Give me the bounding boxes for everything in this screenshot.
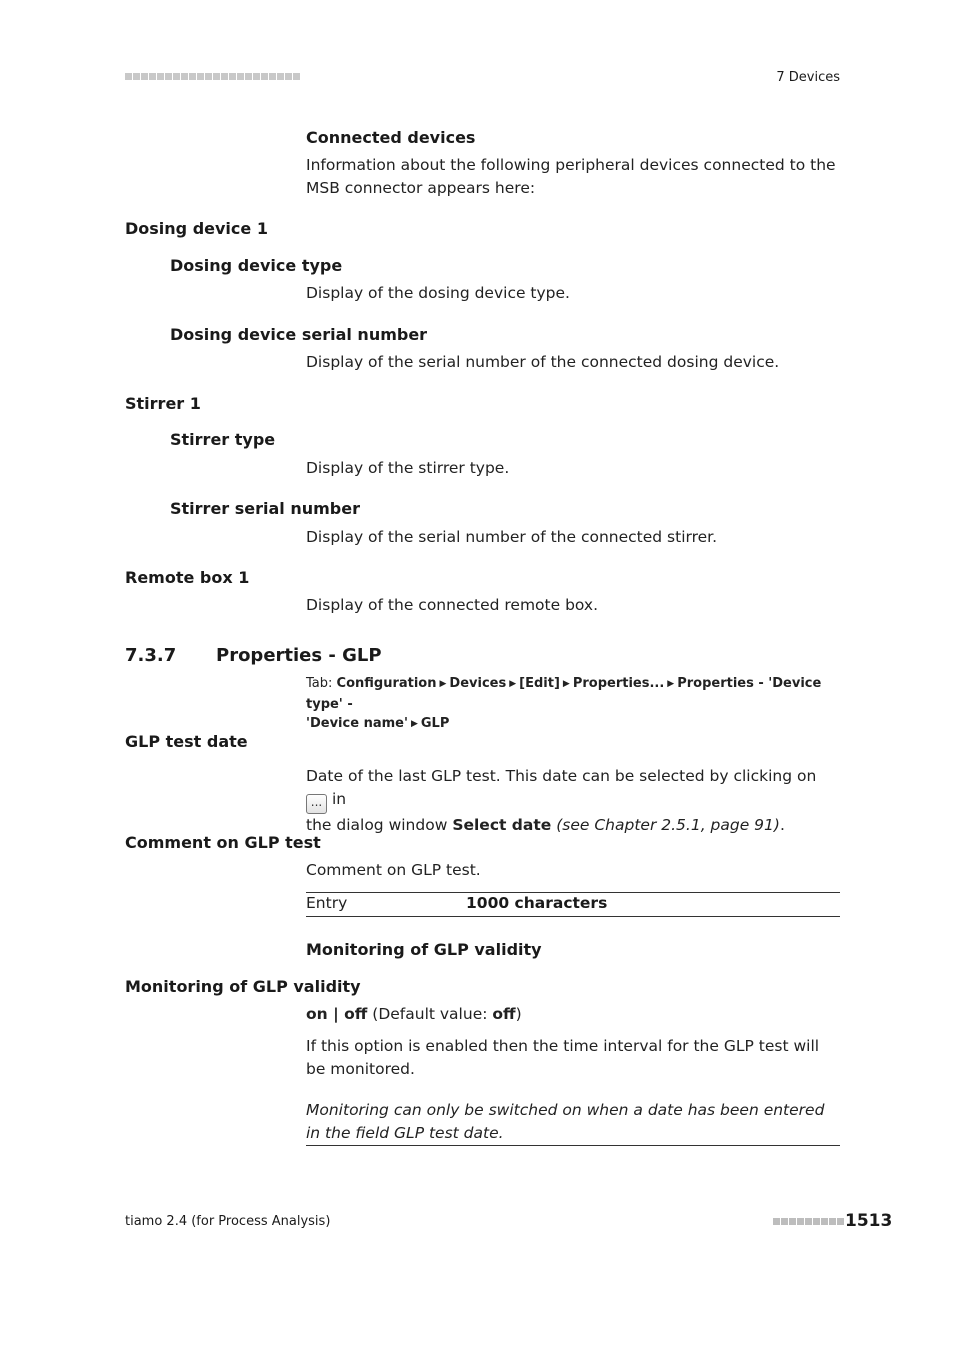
- default-value: off: [492, 1005, 516, 1023]
- header-decoration: [125, 73, 300, 80]
- glp-test-date-text-line2: the dialog window: [306, 816, 448, 834]
- table-top-rule: [306, 892, 840, 893]
- tab-path-line-2: [306, 714, 846, 735]
- tab-path-item: Devices: [449, 676, 507, 691]
- stirrer-serial-text: Display of the serial number of the connected stirrer.: [306, 528, 718, 546]
- header-chapter: 7 Devices: [776, 70, 840, 85]
- glp-test-date-title: GLP test date: [125, 732, 248, 751]
- connected-devices-text: Information about the following peripheral devices connected to the MSB connector appears here:: [306, 156, 836, 197]
- page-number: 1513: [845, 1211, 893, 1231]
- monitoring-section-title: Monitoring of GLP validity: [306, 940, 542, 959]
- monitoring-options: [306, 1003, 840, 1026]
- dosing-device-serial-title: Dosing device serial number: [170, 325, 428, 344]
- tab-path-item: Properties - 'Device type' -: [306, 676, 822, 712]
- monitoring-option-values: on | off: [306, 1005, 368, 1023]
- tab-path-item: Properties...: [572, 676, 665, 691]
- default-suffix: ): [515, 1005, 522, 1023]
- tab-path-item: GLP: [420, 716, 450, 731]
- stirrer-title: Stirrer 1: [125, 394, 201, 413]
- dosing-device-serial-text: Display of the serial number of the connected dosing device.: [306, 353, 780, 371]
- section-title: Properties - GLP: [216, 645, 382, 666]
- tab-path-item: [Edit]: [519, 676, 560, 691]
- footer-decoration: [773, 1218, 844, 1225]
- glp-test-date-text-in: in: [331, 790, 347, 808]
- remote-box-text: Display of the connected remote box.: [306, 596, 599, 614]
- glp-test-date-text: [306, 765, 840, 837]
- monitoring-title: Monitoring of GLP validity: [125, 977, 361, 996]
- sentence-end: .: [779, 816, 785, 834]
- chapter-reference: (see Chapter 2.5.1, page 91): [556, 816, 780, 834]
- dosing-device-title: Dosing device 1: [125, 219, 268, 238]
- monitoring-text: If this option is enabled then the time interval for the GLP test will be monitored.: [306, 1037, 820, 1078]
- comment-glp-text: Comment on GLP test.: [306, 861, 481, 879]
- note-bottom-rule: [306, 1145, 840, 1146]
- section-number: 7.3.7: [125, 645, 177, 666]
- glp-test-date-text-line1: Date of the last GLP test. This date can be selected by clicking on: [306, 767, 817, 785]
- stirrer-serial-title: Stirrer serial number: [170, 499, 360, 518]
- arrow-right-icon: ▶: [667, 679, 675, 689]
- tab-path-item: 'Device name': [306, 716, 408, 731]
- entry-value: 1000 characters: [466, 894, 608, 912]
- tab-path-line-1: [306, 674, 846, 714]
- stirrer-type-title: Stirrer type: [170, 430, 276, 449]
- arrow-right-icon: ▶: [562, 679, 570, 689]
- select-date-dialog-name: Select date: [452, 816, 552, 834]
- tab-path-item: Configuration: [336, 676, 437, 691]
- dosing-device-type-text: Display of the dosing device type.: [306, 284, 570, 302]
- connected-devices-title: Connected devices: [306, 128, 476, 147]
- footer-product: tiamo 2.4 (for Process Analysis): [125, 1214, 331, 1229]
- default-prefix: (Default value:: [372, 1005, 488, 1023]
- entry-label: Entry: [306, 894, 348, 912]
- arrow-right-icon: ▶: [410, 719, 418, 729]
- stirrer-type-text: Display of the stirrer type.: [306, 459, 510, 477]
- comment-glp-title: Comment on GLP test: [125, 833, 321, 852]
- arrow-right-icon: ▶: [509, 679, 517, 689]
- dosing-device-type-title: Dosing device type: [170, 256, 343, 275]
- monitoring-note: Monitoring can only be switched on when a date has been entered in the field GLP test date.: [306, 1101, 825, 1142]
- remote-box-title: Remote box 1: [125, 568, 250, 587]
- tab-path: [306, 674, 846, 735]
- table-bottom-rule: [306, 916, 840, 917]
- browse-button-icon: ...: [306, 794, 327, 814]
- arrow-right-icon: ▶: [439, 679, 447, 689]
- tab-prefix: Tab:: [306, 676, 333, 691]
